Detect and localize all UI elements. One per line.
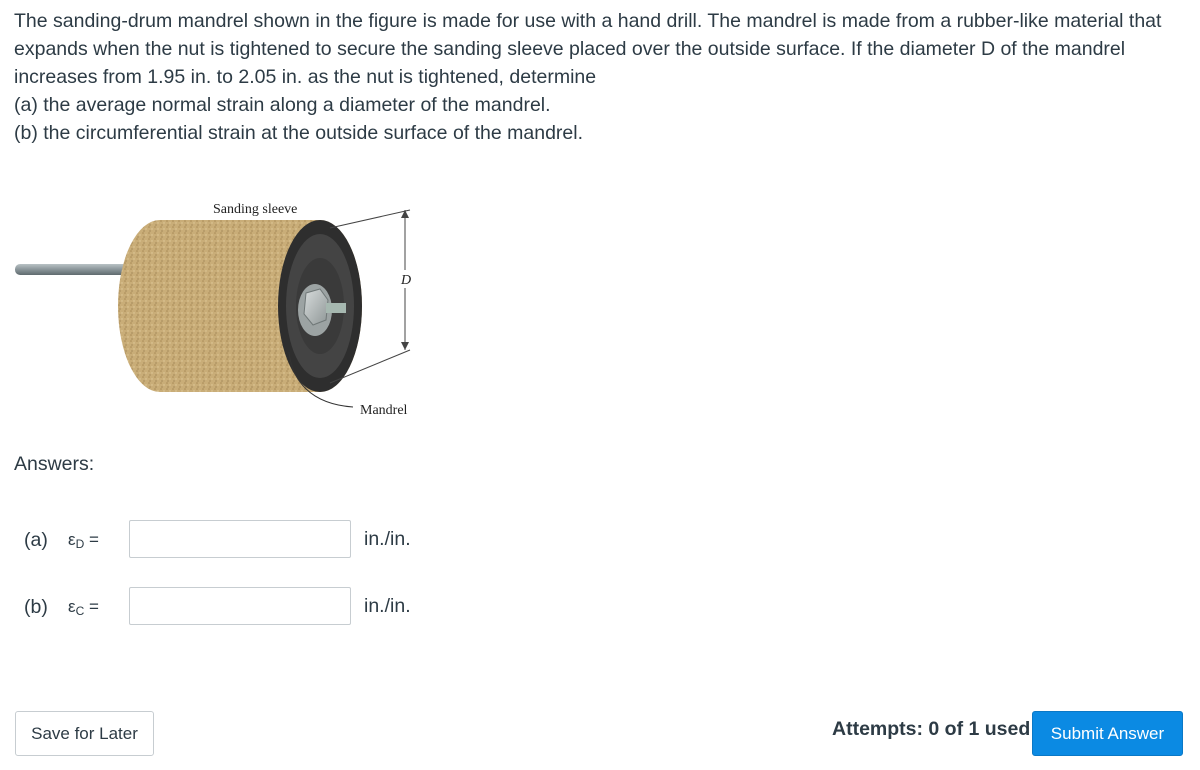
problem-line: The sanding-drum mandrel shown in the figure is made for use with a hand drill. The mandrel is made from a rubber-like material that xyxy=(14,10,1162,32)
answers-heading: Answers: xyxy=(14,453,95,475)
part-label: (a) xyxy=(24,528,48,551)
part-label: (b) xyxy=(24,595,48,618)
mandrel-illustration xyxy=(10,190,450,430)
problem-statement xyxy=(14,7,1184,147)
sleeve-label: Sanding sleeve xyxy=(213,202,298,217)
unit-label: in./in. xyxy=(364,595,411,617)
strain-d-input[interactable] xyxy=(129,520,351,558)
problem-line: (b) the circumferential strain at the outside surface of the mandrel. xyxy=(14,122,584,144)
answer-row-a xyxy=(24,520,411,560)
attempts-counter: Attempts: 0 of 1 used xyxy=(832,718,1031,740)
bolt-thread xyxy=(326,303,346,313)
answer-row-b xyxy=(24,587,411,627)
strain-symbol: $\varepsilon_D$ = xyxy=(68,529,99,551)
submit-answer-button[interactable]: Submit Answer xyxy=(1032,711,1183,756)
problem-line: increases from 1.95 in. to 2.05 in. as the nut is tightened, determine xyxy=(14,66,597,88)
strain-symbol: $\varepsilon_C$ = xyxy=(68,596,99,618)
strain-c-input[interactable] xyxy=(129,587,351,625)
save-for-later-button[interactable]: Save for Later xyxy=(15,711,154,756)
problem-line: expands when the nut is tightened to secure the sanding sleeve placed over the outside surface. If the diameter D of the mandrel xyxy=(14,38,1126,60)
diameter-label: D xyxy=(400,273,412,288)
problem-line: (a) the average normal strain along a diameter of the mandrel. xyxy=(14,94,551,116)
unit-label: in./in. xyxy=(364,528,411,550)
mandrel-label: Mandrel xyxy=(360,403,408,418)
mandrel-figure xyxy=(10,190,450,430)
